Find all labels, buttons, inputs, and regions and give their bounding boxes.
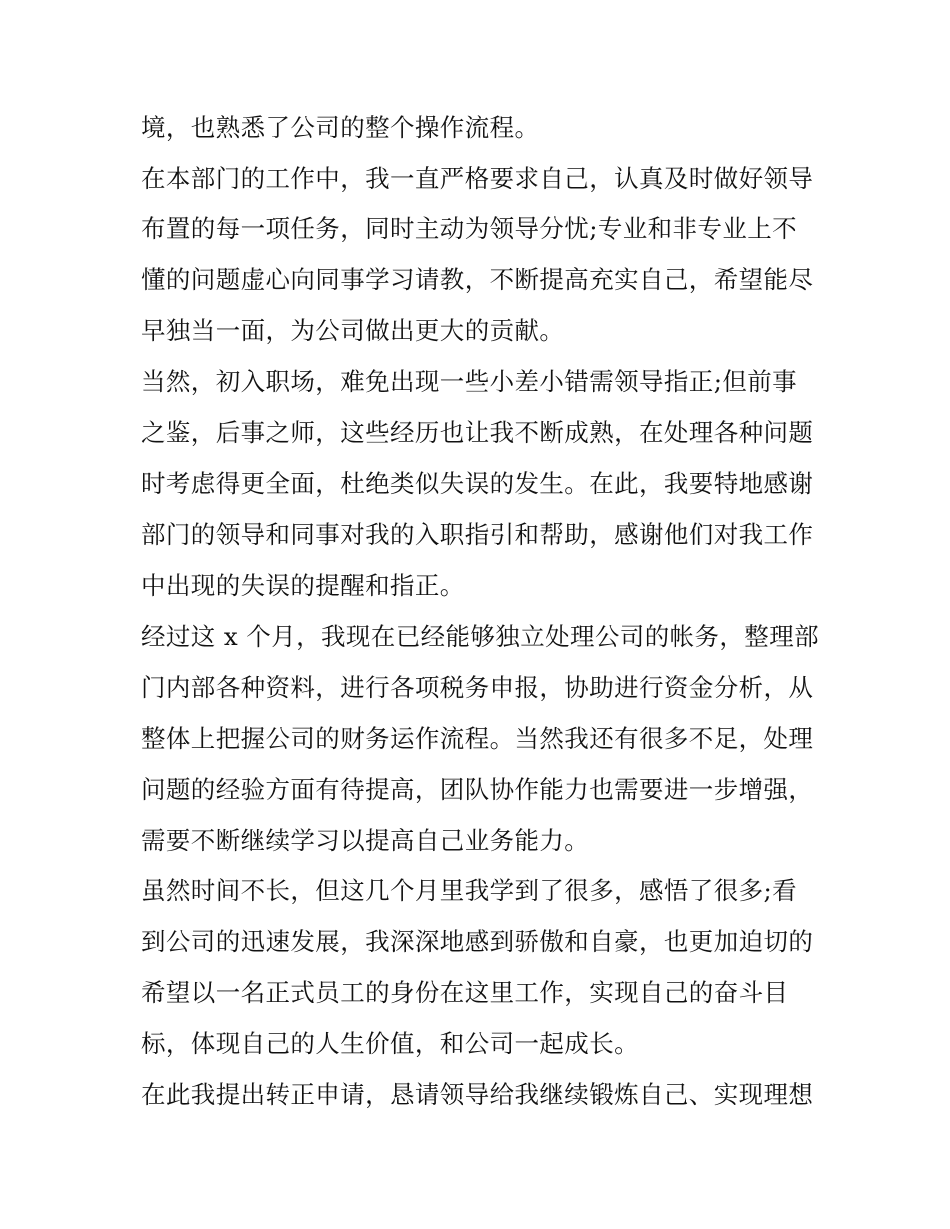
text-line: 当然，初入职场，难免出现一些小差小错需领导指正;但前事 [141, 367, 798, 396]
text-line: 经过这 x 个月，我现在已经能够独立处理公司的帐务，整理部 [141, 622, 819, 651]
text-line: 门内部各种资料，进行各项税务申报，协助进行资金分析，从 [141, 673, 814, 702]
text-line: 境，也熟悉了公司的整个操作流程。 [141, 113, 540, 142]
text-line: 中出现的失误的提醒和指正。 [141, 571, 465, 600]
text-line: 虽然时间不长，但这几个月里我学到了很多，感悟了很多;看 [141, 876, 798, 905]
text-line: 到公司的迅速发展，我深深地感到骄傲和自豪，也更加迫切的 [141, 927, 814, 956]
text-line: 早独当一面，为公司做出更大的贡献。 [141, 316, 565, 345]
text-line: 部门的领导和同事对我的入职指引和帮助，感谢他们对我工作 [141, 520, 814, 549]
text-line: 在本部门的工作中，我一直严格要求自己，认真及时做好领导 [141, 164, 814, 193]
text-line: 希望以一名正式员工的身份在这里工作，实现自己的奋斗目 [141, 978, 789, 1007]
text-line: 之鉴，后事之师，这些经历也让我不断成熟，在处理各种问题 [141, 418, 814, 447]
text-line: 布置的每一项任务，同时主动为领导分忧;专业和非专业上不 [141, 214, 798, 243]
text-line: 需要不断继续学习以提高自己业务能力。 [141, 826, 590, 855]
text-line: 懂的问题虚心向同事学习请教，不断提高充实自己，希望能尽 [141, 265, 814, 294]
text-line: 标，体现自己的人生价值，和公司一起成长。 [141, 1029, 639, 1058]
text-line: 时考虑得更全面，杜绝类似失误的发生。在此，我要特地感谢 [141, 469, 814, 498]
text-line: 在此我提出转正申请，恳请领导给我继续锻炼自己、实现理想 [141, 1080, 814, 1109]
text-line: 问题的经验方面有待提高，团队协作能力也需要进一步增强， [141, 775, 814, 804]
text-line: 整体上把握公司的财务运作流程。当然我还有很多不足，处理 [141, 724, 814, 753]
